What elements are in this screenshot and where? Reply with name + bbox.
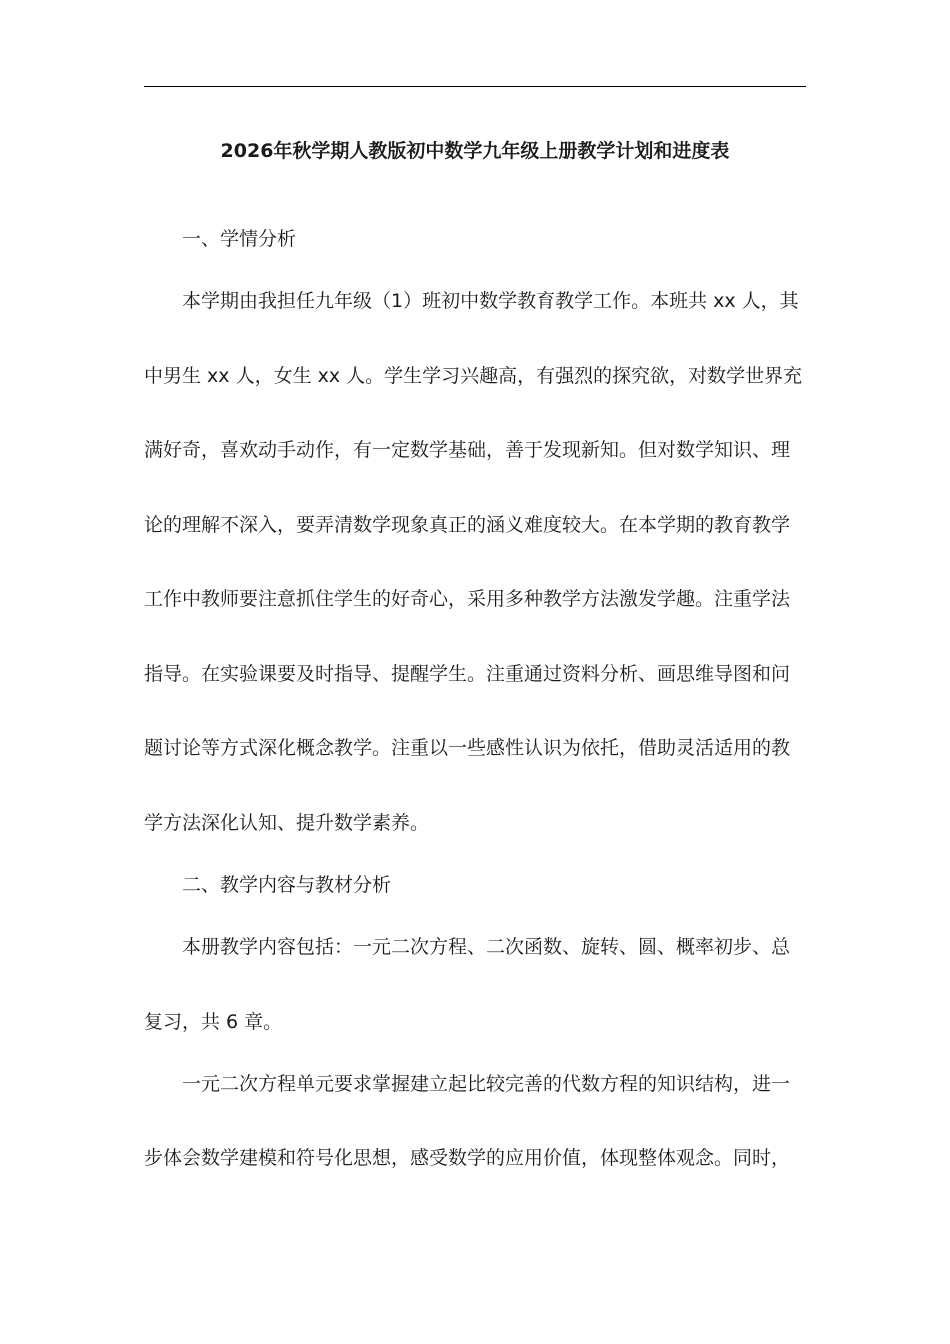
section-heading-1: 一、学情分析 <box>182 228 297 250</box>
paragraph-line: 论的理解不深入，要弄清数学现象真正的涵义难度较大。在本学期的教育教学 <box>144 514 791 536</box>
section-heading-2: 二、教学内容与教材分析 <box>182 874 392 896</box>
document-title: 2026年秋学期人教版初中数学九年级上册教学计划和进度表 <box>220 140 730 162</box>
paragraph-line: 一元二次方程单元要求掌握建立起比较完善的代数方程的知识结构，进一 <box>182 1073 791 1095</box>
paragraph-line: 中男生 xx 人，女生 xx 人。学生学习兴趣高，有强烈的探究欲，对数学世界充 <box>144 365 803 387</box>
paragraph-line: 满好奇，喜欢动手动作，有一定数学基础，善于发现新知。但对数学知识、理 <box>144 439 791 461</box>
paragraph-line: 指导。在实验课要及时指导、提醒学生。注重通过资料分析、画思维导图和问 <box>144 663 791 685</box>
paragraph-line: 学方法深化认知、提升数学素养。 <box>144 812 430 834</box>
paragraph-line: 本学期由我担任九年级（1）班初中数学教育教学工作。本班共 xx 人，其 <box>182 290 799 312</box>
paragraph-line: 题讨论等方式深化概念教学。注重以一些感性认识为依托，借助灵活适用的教 <box>144 737 791 759</box>
paragraph-line: 本册教学内容包括：一元二次方程、二次函数、旋转、圆、概率初步、总 <box>182 936 791 958</box>
header-rule <box>144 86 806 87</box>
paragraph-line: 工作中教师要注意抓住学生的好奇心，采用多种教学方法激发学趣。注重学法 <box>144 588 791 610</box>
paragraph-line: 步体会数学建模和符号化思想，感受数学的应用价值，体现整体观念。同时， <box>144 1147 791 1169</box>
paragraph-line: 复习，共 6 章。 <box>144 1011 283 1033</box>
